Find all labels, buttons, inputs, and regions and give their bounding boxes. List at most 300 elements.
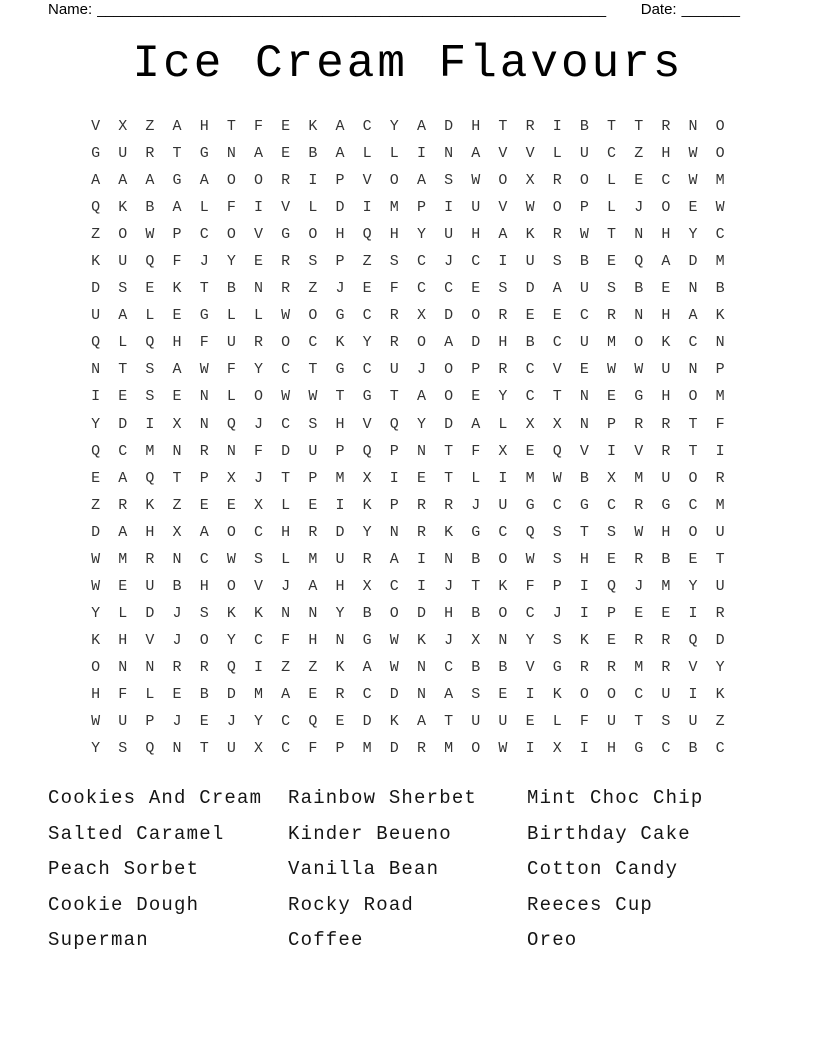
grid-letter: T (389, 388, 399, 406)
grid-letter: H (661, 388, 671, 406)
grid-letter: S (552, 253, 562, 271)
grid-letter: K (552, 685, 562, 703)
name-field (48, 1, 606, 18)
grid-letter: Z (145, 118, 155, 135)
grid-letter: X (172, 415, 182, 433)
grid-letter: X (471, 631, 481, 649)
grid-letter: G (362, 388, 372, 406)
grid-letter: L (552, 145, 562, 163)
grid-letter: B (688, 740, 698, 758)
grid-letter: D (91, 280, 101, 298)
grid-letter: Q (145, 740, 155, 758)
grid-letter: C (525, 388, 535, 406)
grid-letter: U (715, 523, 725, 541)
grid-letter: M (715, 388, 725, 406)
grid-letter: Q (145, 334, 155, 352)
grid-letter: J (172, 604, 182, 622)
grid-letter: E (172, 685, 182, 703)
grid-letter: T (199, 280, 209, 298)
grid-letter: N (579, 388, 589, 406)
grid-letter: O (226, 523, 236, 541)
grid-letter: E (525, 307, 535, 325)
grid-letter: L (226, 307, 236, 325)
grid-letter: T (444, 469, 454, 487)
grid-letter: R (199, 658, 209, 676)
grid-letter: A (254, 145, 264, 163)
grid-letter: M (607, 334, 617, 352)
grid-letter: R (281, 172, 291, 190)
grid-letter: B (172, 577, 182, 595)
grid-letter: U (715, 577, 725, 595)
grid-letter: I (254, 658, 264, 676)
grid-letter: Y (362, 523, 372, 541)
grid-letter: T (172, 145, 182, 163)
grid-letter: X (607, 469, 617, 487)
grid-letter: R (416, 523, 426, 541)
grid-letter: I (91, 388, 101, 406)
grid-letter: C (281, 713, 291, 731)
grid-letter: C (525, 361, 535, 379)
grid-letter: Q (607, 577, 617, 595)
grid-letter: Z (715, 713, 725, 731)
grid-letter: K (335, 334, 345, 352)
grid-letter: I (579, 604, 589, 622)
grid-letter: P (145, 713, 155, 731)
word-search-grid (82, 113, 734, 762)
grid-letter: T (172, 469, 182, 487)
grid-letter: S (552, 631, 562, 649)
grid-letter: Y (389, 118, 399, 135)
grid-letter: C (579, 307, 589, 325)
grid-letter: K (715, 685, 725, 703)
grid-letter: P (607, 415, 617, 433)
grid-letter: A (688, 307, 698, 325)
grid-letter: M (634, 658, 644, 676)
grid-letter: D (335, 523, 345, 541)
grid-letter: C (661, 172, 671, 190)
grid-letter: O (226, 172, 236, 190)
word-list-item: Cotton Candy (527, 858, 679, 881)
grid-letter: R (661, 631, 671, 649)
grid-letter: N (199, 388, 209, 406)
grid-letter: O (389, 172, 399, 190)
grid-letter: V (688, 658, 698, 676)
grid-letter: S (444, 172, 454, 190)
grid-letter: R (199, 442, 209, 460)
grid-letter: R (661, 415, 671, 433)
grid-letter: E (172, 307, 182, 325)
grid-letter: H (471, 118, 481, 135)
grid-letter: S (498, 280, 508, 298)
grid-letter: O (688, 388, 698, 406)
grid-letter: O (634, 334, 644, 352)
grid-letter: Y (254, 361, 264, 379)
grid-letter: X (362, 469, 372, 487)
grid-letter: D (416, 604, 426, 622)
grid-letter: L (308, 199, 318, 217)
grid-letter: C (416, 280, 426, 298)
grid-letter: U (498, 496, 508, 514)
grid-letter: C (444, 658, 454, 676)
grid-letter: I (498, 253, 508, 271)
grid-letter: O (416, 334, 426, 352)
grid-letter: R (634, 631, 644, 649)
grid-letter: M (389, 199, 399, 217)
grid-letter: U (444, 226, 454, 244)
grid-letter: R (362, 550, 372, 568)
grid-letter: W (498, 740, 508, 758)
grid-letter: L (118, 334, 128, 352)
grid-letter: O (579, 172, 589, 190)
grid-letter: X (552, 740, 562, 758)
grid-letter: O (308, 226, 318, 244)
grid-letter: V (254, 577, 264, 595)
grid-letter: O (254, 172, 264, 190)
grid-letter: J (172, 631, 182, 649)
grid-letter: L (471, 469, 481, 487)
grid-letter: U (118, 145, 128, 163)
grid-letter: A (335, 118, 345, 135)
grid-letter: W (471, 172, 481, 190)
grid-letter: B (199, 685, 209, 703)
word-list-column (527, 781, 747, 959)
grid-letter: L (498, 415, 508, 433)
grid-letter: J (199, 253, 209, 271)
grid-letter: L (145, 307, 155, 325)
grid-letter: Y (226, 253, 236, 271)
grid-letter: A (335, 145, 345, 163)
grid-letter: J (634, 199, 644, 217)
grid-letter: E (91, 469, 101, 487)
grid-letter: R (525, 118, 535, 135)
grid-letter: A (91, 172, 101, 190)
grid-letter: E (525, 713, 535, 731)
grid-letter: O (226, 226, 236, 244)
grid-letter: D (715, 631, 725, 649)
grid-letter: W (281, 388, 291, 406)
grid-letter: R (634, 496, 644, 514)
grid-letter: O (579, 685, 589, 703)
grid-letter: R (498, 307, 508, 325)
grid-row (82, 275, 734, 302)
grid-letter: W (579, 226, 589, 244)
grid-letter: K (498, 577, 508, 595)
grid-letter: I (579, 740, 589, 758)
grid-letter: H (145, 523, 155, 541)
word-list (48, 781, 768, 959)
grid-letter: R (661, 442, 671, 460)
grid-letter: G (525, 496, 535, 514)
grid-letter: Q (525, 523, 535, 541)
grid-letter: U (471, 713, 481, 731)
grid-letter: S (552, 550, 562, 568)
grid-letter: F (226, 361, 236, 379)
grid-letter: O (91, 658, 101, 676)
grid-letter: I (498, 469, 508, 487)
grid-letter: L (389, 145, 399, 163)
grid-letter: T (552, 388, 562, 406)
grid-letter: E (688, 550, 698, 568)
grid-letter: R (335, 685, 345, 703)
grid-letter: S (199, 604, 209, 622)
grid-letter: W (634, 361, 644, 379)
grid-letter: U (661, 685, 671, 703)
grid-letter: G (91, 145, 101, 163)
grid-letter: E (471, 280, 481, 298)
grid-row (82, 248, 734, 275)
grid-letter: X (498, 442, 508, 460)
grid-letter: Q (389, 415, 399, 433)
grid-letter: L (118, 604, 128, 622)
grid-letter: T (335, 388, 345, 406)
grid-letter: N (416, 685, 426, 703)
grid-letter: A (145, 172, 155, 190)
grid-letter: T (607, 118, 617, 135)
grid-letter: Y (688, 226, 698, 244)
grid-letter: J (471, 496, 481, 514)
grid-letter: J (552, 604, 562, 622)
grid-letter: D (444, 415, 454, 433)
grid-letter: A (498, 226, 508, 244)
grid-letter: O (607, 685, 617, 703)
grid-letter: A (389, 550, 399, 568)
grid-letter: A (118, 469, 128, 487)
grid-letter: S (118, 740, 128, 758)
grid-letter: T (634, 118, 644, 135)
grid-letter: A (172, 199, 182, 217)
grid-letter: L (362, 145, 372, 163)
grid-letter: R (254, 334, 264, 352)
grid-letter: C (607, 496, 617, 514)
grid-letter: Q (145, 469, 155, 487)
grid-letter: M (362, 740, 372, 758)
word-list-item: Rocky Road (288, 893, 415, 916)
grid-letter: W (715, 199, 725, 217)
grid-letter: M (715, 496, 725, 514)
grid-letter: H (661, 307, 671, 325)
grid-letter: R (661, 118, 671, 135)
grid-letter: I (715, 442, 725, 460)
grid-letter: Q (634, 253, 644, 271)
grid-letter: N (335, 631, 345, 649)
grid-letter: W (91, 713, 101, 731)
grid-letter: G (471, 523, 481, 541)
grid-letter: V (362, 415, 372, 433)
grid-letter: R (552, 172, 562, 190)
grid-letter: R (281, 253, 291, 271)
grid-letter: U (335, 550, 345, 568)
grid-letter: N (145, 658, 155, 676)
grid-letter: S (118, 280, 128, 298)
grid-letter: N (389, 523, 399, 541)
grid-letter: Q (145, 253, 155, 271)
grid-letter: Q (308, 713, 318, 731)
grid-letter: M (308, 550, 318, 568)
grid-letter: T (688, 415, 698, 433)
grid-letter: B (362, 604, 372, 622)
grid-letter: U (661, 361, 671, 379)
grid-letter: S (661, 713, 671, 731)
word-list-item: Rainbow Sherbet (288, 787, 478, 809)
grid-letter: R (634, 550, 644, 568)
grid-letter: B (498, 658, 508, 676)
grid-letter: E (362, 280, 372, 298)
grid-letter: L (607, 199, 617, 217)
grid-letter: N (199, 415, 209, 433)
grid-letter: I (579, 577, 589, 595)
grid-letter: O (471, 740, 481, 758)
grid-letter: N (416, 442, 426, 460)
grid-letter: C (607, 145, 617, 163)
grid-letter: N (715, 334, 725, 352)
grid-letter: K (715, 307, 725, 325)
grid-letter: F (199, 334, 209, 352)
grid-letter: Q (226, 658, 236, 676)
grid-letter: L (254, 307, 264, 325)
grid-letter: K (525, 226, 535, 244)
grid-letter: E (661, 280, 671, 298)
grid-letter: Q (226, 415, 236, 433)
grid-letter: X (416, 307, 426, 325)
grid-letter: I (416, 145, 426, 163)
grid-letter: V (91, 118, 101, 135)
grid-letter: C (688, 496, 698, 514)
grid-letter: U (389, 361, 399, 379)
grid-letter: B (579, 118, 589, 135)
grid-letter: H (199, 118, 209, 135)
grid-letter: T (607, 226, 617, 244)
grid-letter: M (335, 469, 345, 487)
grid-letter: G (199, 145, 209, 163)
grid-letter: Z (172, 496, 182, 514)
grid-letter: C (254, 523, 264, 541)
grid-letter: R (661, 658, 671, 676)
grid-letter: U (471, 199, 481, 217)
grid-letter: D (444, 118, 454, 135)
grid-letter: O (389, 604, 399, 622)
grid-letter: T (688, 442, 698, 460)
grid-letter: K (91, 631, 101, 649)
grid-letter: M (145, 442, 155, 460)
word-list-column (288, 781, 527, 959)
grid-letter: E (416, 469, 426, 487)
grid-letter: N (416, 658, 426, 676)
grid-letter: Y (362, 334, 372, 352)
grid-letter: C (118, 442, 128, 460)
grid-row (82, 492, 734, 519)
grid-letter: R (715, 469, 725, 487)
grid-row (82, 681, 734, 708)
grid-letter: A (416, 172, 426, 190)
grid-letter: C (552, 334, 562, 352)
grid-letter: E (308, 685, 318, 703)
grid-letter: E (634, 172, 644, 190)
grid-letter: I (525, 740, 535, 758)
grid-letter: U (226, 740, 236, 758)
grid-letter: R (118, 496, 128, 514)
grid-letter: V (281, 199, 291, 217)
grid-letter: P (308, 469, 318, 487)
grid-row (82, 546, 734, 573)
grid-letter: F (226, 199, 236, 217)
grid-letter: G (634, 388, 644, 406)
grid-letter: L (226, 388, 236, 406)
grid-letter: B (579, 469, 589, 487)
grid-letter: K (335, 658, 345, 676)
grid-letter: P (607, 604, 617, 622)
grid-letter: M (118, 550, 128, 568)
grid-letter: E (607, 550, 617, 568)
grid-letter: J (226, 713, 236, 731)
grid-letter: G (172, 172, 182, 190)
grid-letter: N (688, 361, 698, 379)
grid-letter: N (444, 145, 454, 163)
date-field (641, 1, 740, 18)
grid-letter: M (444, 740, 454, 758)
grid-letter: A (362, 658, 372, 676)
grid-row (82, 654, 734, 681)
grid-letter: A (471, 145, 481, 163)
grid-letter: R (416, 740, 426, 758)
grid-letter: U (661, 469, 671, 487)
grid-letter: D (118, 415, 128, 433)
grid-letter: R (172, 658, 182, 676)
date-label: Date: (640, 1, 677, 18)
grid-row (82, 329, 734, 356)
grid-letter: F (389, 280, 399, 298)
grid-letter: B (308, 145, 318, 163)
grid-letter: Y (91, 740, 101, 758)
grid-letter: C (444, 280, 454, 298)
grid-letter: C (634, 685, 644, 703)
grid-letter: H (308, 631, 318, 649)
grid-letter: F (715, 415, 725, 433)
grid-letter: H (118, 631, 128, 649)
name-label: Name: (48, 1, 93, 18)
header (48, 1, 740, 18)
grid-letter: F (118, 685, 128, 703)
word-list-item: Salted Caramel (48, 822, 225, 845)
grid-letter: K (661, 334, 671, 352)
grid-letter: I (607, 442, 617, 460)
grid-letter: R (444, 496, 454, 514)
grid-letter: A (172, 118, 182, 135)
grid-letter: B (579, 253, 589, 271)
grid-letter: P (172, 226, 182, 244)
grid-row (82, 519, 734, 546)
grid-letter: F (281, 631, 291, 649)
grid-letter: C (525, 604, 535, 622)
grid-letter: S (308, 415, 318, 433)
grid-letter: M (715, 253, 725, 271)
grid-letter: J (254, 469, 264, 487)
grid-letter: U (118, 713, 128, 731)
grid-letter: T (226, 118, 236, 135)
grid-letter: P (335, 172, 345, 190)
grid-letter: U (688, 713, 698, 731)
grid-letter: C (661, 740, 671, 758)
grid-letter: N (634, 226, 644, 244)
grid-letter: U (91, 307, 101, 325)
grid-letter: R (607, 658, 617, 676)
grid-letter: I (389, 469, 399, 487)
grid-letter: S (389, 253, 399, 271)
grid-letter: F (579, 713, 589, 731)
grid-letter: E (634, 604, 644, 622)
grid-letter: D (525, 280, 535, 298)
grid-letter: U (579, 334, 589, 352)
grid-letter: R (389, 307, 399, 325)
